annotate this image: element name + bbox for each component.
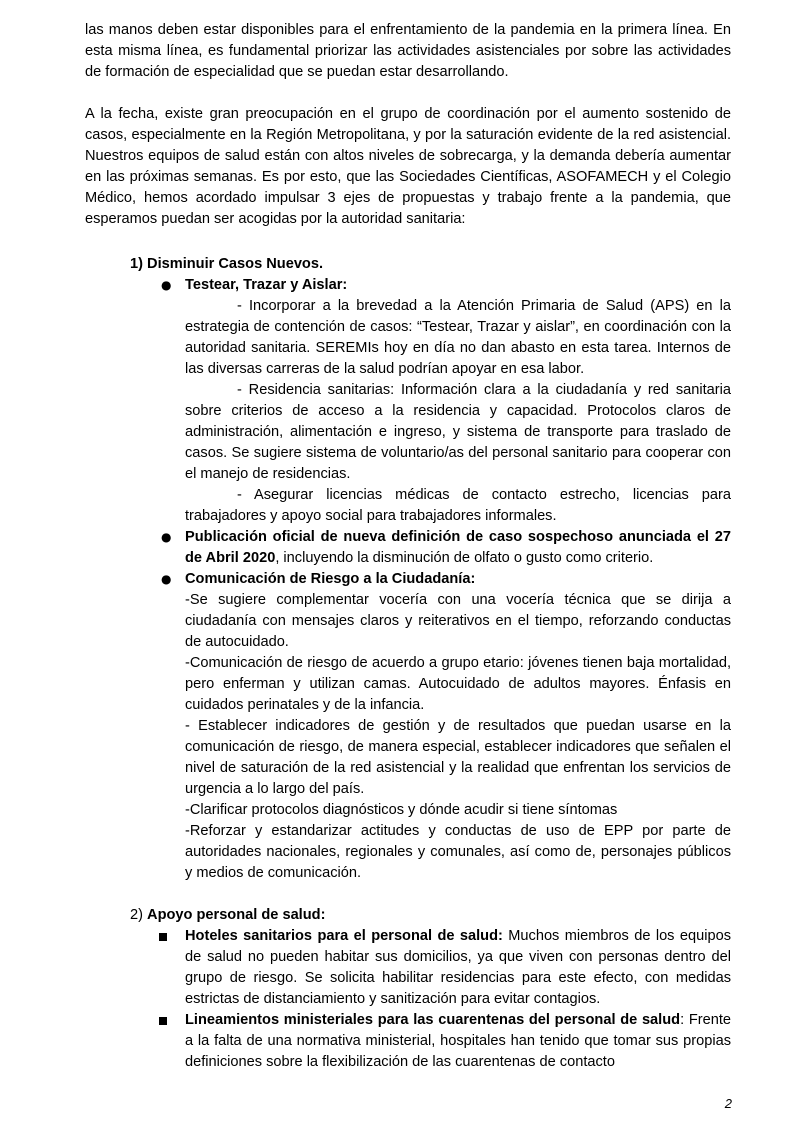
item-hoteles (185, 926, 731, 1010)
sub-3-text: - Asegurar licencias médicas de contacto estrecho, licencias para trabajadores y apoyo social para trabajadores informales. (185, 487, 731, 524)
item-testear-sub-3 (185, 485, 731, 527)
bullet-icon: ● (161, 530, 172, 544)
comunicacion-line-1: -Se sugiere complementar vocería con una vocería técnica que se dirija a ciudadanía con mensajes claros y reiterativos en el tiempo, reforzando conductas de autocuidado. (185, 592, 731, 650)
item-publicacion-rest: , incluyendo la disminución de olfato o gusto como criterio. (275, 550, 654, 566)
item-publicacion-bold: Publicación oficial de nueva definición de caso sospechoso anunciada el 27 de Abril 2020 (185, 529, 731, 566)
item-hoteles-rest: Muchos miembros de los equipos de salud no pueden habitar sus domicilios, ya que viven con personas dentro del grupo de riesgo. Se solicita habilitar residencias para este efecto, con medidas estrictas de distanciamiento y sanitización para evitar contagios. (185, 928, 731, 1007)
item-hoteles-bold: Hoteles sanitarios para el personal de salud: (185, 928, 503, 944)
item-comunicacion-title: Comunicación de Riesgo a la Ciudadanía: (185, 571, 476, 587)
item-lineamientos-rest: : Frente a la falta de una normativa ministerial, hospitales han tenido que tomar sus propias definiciones sobre la flexibilización de las cuarentenas de contacto (185, 1012, 731, 1070)
section-1-heading: 1) Disminuir Casos Nuevos. (130, 256, 324, 272)
bullet-icon: ● (161, 278, 172, 292)
comunicacion-line-3: - Establecer indicadores de gestión y de resultados que puedan usarse en la comunicación de riesgo, de manera especial, establecer indicadores que señalen el nivel de saturación de la red asistencial y la realidad que enfrentan los servicios de urgencia a lo largo del país. (185, 718, 731, 797)
comunicacion-line-5: -Reforzar y estandarizar actitudes y conductas de uso de EPP por parte de autoridades nacionales, regionales y comunales, así como de, personajes públicos y medios de comunicación. (185, 823, 731, 881)
item-testear-sub-2 (185, 380, 731, 485)
section-2-number: 2) (130, 907, 148, 923)
page-number: 2 (724, 1096, 732, 1111)
section-2-title: Apoyo personal de salud: (147, 907, 326, 923)
item-lineamientos-bold: Lineamientos ministeriales para las cuarentenas del personal de salud (185, 1012, 681, 1028)
item-testear-sub-1 (185, 296, 731, 380)
intro-paragraph-1: las manos deben estar disponibles para el enfrentamiento de la pandemia en la primera línea. En esta misma línea, es fundamental priorizar las actividades asistenciales por sobre las actividades de formación de especialidad que se puedan estar desarrollando. (85, 22, 731, 80)
section-2-heading (130, 905, 325, 926)
sub-2-text: - Residencia sanitarias: Información clara a la ciudadanía y red sanitaria sobre criterios de acceso a la residencia y capacidad. Protocolos claros de administración, alimentación e ingreso, y sistema de transporte para traslado de casos. Se sugiere sistema de voluntario/as del personal sanitario para cooperar con el manejo de residencias. (185, 382, 731, 482)
sub-1-text: - Incorporar a la brevedad a la Atención Primaria de Salud (APS) en la estrategia de contención de casos: “Testear, Trazar y aislar”, en coordinación con la autoridad sanitaria. SEREMIs hoy en día no dan abasto en esta tarea. Internos de las diversas carreras de la salud podrían apoyar en esa labor. (185, 298, 731, 377)
square-bullet-icon (159, 1017, 167, 1025)
square-bullet-icon (159, 933, 167, 941)
comunicacion-line-2: -Comunicación de riesgo de acuerdo a grupo etario: jóvenes tienen baja mortalidad, pero enferman y utilizan camas. Autocuidado de adultos mayores. Énfasis en cuidados perinatales y de la infancia. (185, 655, 731, 713)
intro-paragraph-2: A la fecha, existe gran preocupación en el grupo de coordinación por el aumento sostenido de casos, especialmente en la Región Metropolitana, y por la saturación evidente de la red asistencial. Nuestros equipos de salud están con altos niveles de sobrecarga, y la demanda debería aumentar en las próximas semanas. Es por esto, que las Sociedades Científicas, ASOFAMECH y el Colegio Médico, hemos acordado impulsar 3 ejes de propuestas y trabajo frente a la pandemia, que esperamos puedan ser acogidas por la autoridad sanitaria: (85, 106, 731, 227)
item-testear-title: Testear, Trazar y Aislar: (185, 277, 348, 293)
comunicacion-line-4: -Clarificar protocolos diagnósticos y dónde acudir si tiene síntomas (185, 802, 618, 818)
item-publicacion (185, 527, 731, 569)
item-lineamientos (185, 1010, 731, 1073)
bullet-icon: ● (161, 572, 172, 586)
